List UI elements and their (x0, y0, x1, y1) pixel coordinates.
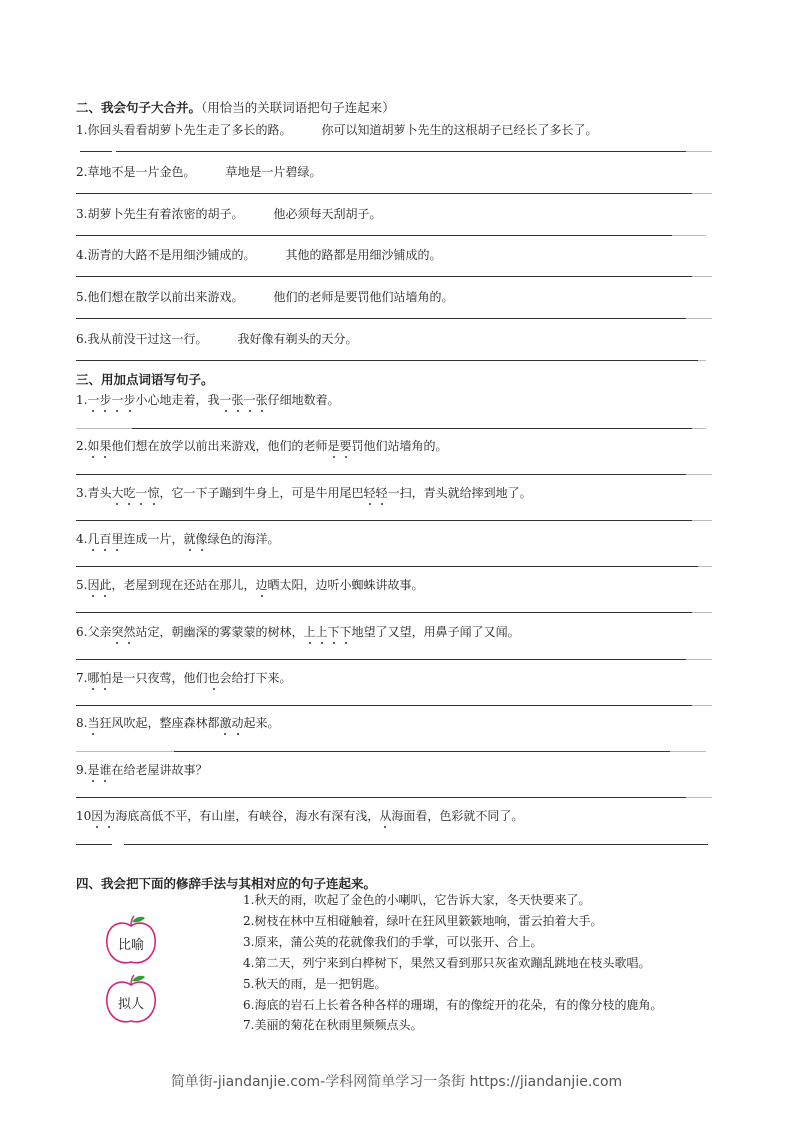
s3-item-4: 4.几百里连成一片，就像绿色的海洋。 (76, 532, 280, 546)
s2-item-2-a: 2.草地不是一片金色。 (76, 165, 196, 179)
label-personification: 拟人 (117, 997, 144, 1012)
answer-line[interactable] (76, 193, 712, 205)
s2-item-5-b: 他们的老师是要罚他们站墙角的。 (273, 290, 454, 304)
s2-item-5-a: 5.他们想在散学以前出来游戏。 (76, 290, 244, 304)
dotted-word: 哪怕 (87, 671, 112, 685)
s2-item-3 (76, 205, 381, 222)
s3-item-3: 3.青头大吃一惊，它一下子蹦到牛身上，可是牛用尾巴轻轻一扫，青头就给摔到地了。 (76, 486, 532, 500)
match-sentence-7[interactable]: 7.美丽的菊花在秋雨里频频点头。 (243, 1018, 423, 1033)
dotted-word: 也 (207, 671, 220, 685)
s2-item-4-b: 其他的路都是用细沙铺成的。 (285, 248, 442, 262)
s2-item-2 (76, 163, 321, 180)
s3-item-8: 8.当狂风吹起，整座森林都激动起来。 (76, 716, 280, 730)
dotted-word: 一步一步 (87, 393, 136, 407)
s2-item-6 (76, 330, 357, 347)
dotted-word: 轻轻 (363, 486, 388, 500)
dotted-word: 就像 (183, 532, 208, 546)
s3-item-6: 6.父亲突然站定，朝幽深的雾蒙蒙的树林，上上下下地望了又望，用鼻子闻了又闻。 (76, 625, 520, 639)
s2-item-3-a: 3.胡萝卜先生有着浓密的胡子。 (76, 207, 244, 221)
answer-line[interactable] (76, 151, 712, 163)
section2-heading (76, 98, 395, 116)
s3-item-7: 7.哪怕是一只夜莺，他们也会给打下来。 (76, 671, 292, 685)
s2-item-3-b: 他必须每天刮胡子。 (273, 207, 382, 221)
matching-sentences (243, 890, 662, 1036)
dotted-word: 大吃一惊 (111, 486, 160, 500)
label-simile: 比喻 (117, 938, 144, 953)
section2-title: 二、我会句子大合并。 (76, 100, 202, 115)
footer-watermark: 简单街-jiandanjie.com-学科网简单学习一条街 https://jiandanjie.com (170, 1074, 623, 1090)
apple-label-personification[interactable] (101, 973, 161, 1029)
s2-item-2-b: 草地是一片碧绿。 (225, 165, 322, 179)
match-sentence-5[interactable]: 5.秋天的雨，是一把钥匙。 (243, 976, 387, 991)
s3-item-2: 2.如果他们想在放学以前出来游戏，他们的老师是要罚他们站墙角的。 (76, 439, 448, 453)
dotted-word: 激动 (219, 716, 244, 730)
match-sentence-6[interactable]: 6.海底的岩石上长着各种各样的珊瑚，有的像绽开的花朵，有的像分枝的鹿角。 (243, 997, 663, 1012)
s3-item-10: 10因为海底高低不平，有山崖，有峡谷，海水有深有浅，从海面看，色彩就不同了。 (76, 809, 524, 823)
dotted-word: 突然 (111, 625, 136, 639)
dotted-word: 边 (255, 578, 268, 592)
answer-line[interactable] (76, 318, 712, 330)
s2-item-4-a: 4.沥青的大路不是用细沙铺成的。 (76, 248, 256, 262)
dotted-word: 因此 (87, 578, 112, 592)
dotted-word: 因为 (91, 809, 116, 823)
section4-title: 四、我会把下面的修辞手法与其相对应的句子连起来。 (76, 876, 377, 891)
section2-note: （用恰当的关联词语把句子连起来） (201, 100, 395, 115)
answer-line[interactable] (76, 276, 712, 288)
s2-item-5 (76, 288, 453, 305)
dotted-word: 上上下下 (303, 625, 352, 639)
section3-title: 三、用加点词语写句子。 (76, 372, 214, 387)
dotted-word: 几百里 (87, 532, 124, 546)
s3-item-1: 1.一步一步小心地走着，我一张一张仔细地数着。 (76, 393, 340, 407)
s2-item-6-b: 我好像有剃头的天分。 (237, 332, 358, 346)
s2-item-6-a: 6.我从前没干过这一行。 (76, 332, 208, 346)
s2-item-1-a: 1.你回头看看胡萝卜先生走了多长的路。 (76, 123, 292, 137)
s2-item-4 (76, 246, 441, 263)
match-sentence-3[interactable]: 3.原来，蒲公英的花就像我们的手掌，可以张开、合上。 (243, 934, 543, 949)
dotted-word: 当 (87, 716, 100, 730)
dotted-word: 如果 (87, 439, 112, 453)
dotted-word: 是谁 (87, 763, 112, 777)
apple-label-simile[interactable] (101, 914, 161, 970)
s3-item-5: 5.因此，老屋到现在还站在那儿，边晒太阳，边听小蜘蛛讲故事。 (76, 578, 424, 592)
match-sentence-2[interactable]: 2.树枝在林中互相碰触着，绿叶在狂风里簌簌地响，雷云拍着大手。 (243, 913, 603, 928)
dotted-word: 一张一张 (219, 393, 268, 407)
match-sentence-4[interactable]: 4.第二天，列宁来到白桦树下，果然又看到那只灰雀欢蹦乱跳地在枝头歌唱。 (243, 955, 651, 970)
s3-item-9: 9.是谁在给老屋讲故事？ (76, 763, 208, 777)
s2-item-1-b: 你可以知道胡萝卜先生的这根胡子已经长了多长了。 (321, 123, 598, 137)
dotted-word: 从 (379, 809, 392, 823)
answer-line[interactable] (76, 844, 712, 856)
dotted-word: 是要 (327, 439, 352, 453)
match-sentence-1[interactable]: 1.秋天的雨，吹起了金色的小喇叭，它告诉大家，冬天快要来了。 (243, 893, 591, 907)
s2-item-1 (76, 121, 597, 138)
